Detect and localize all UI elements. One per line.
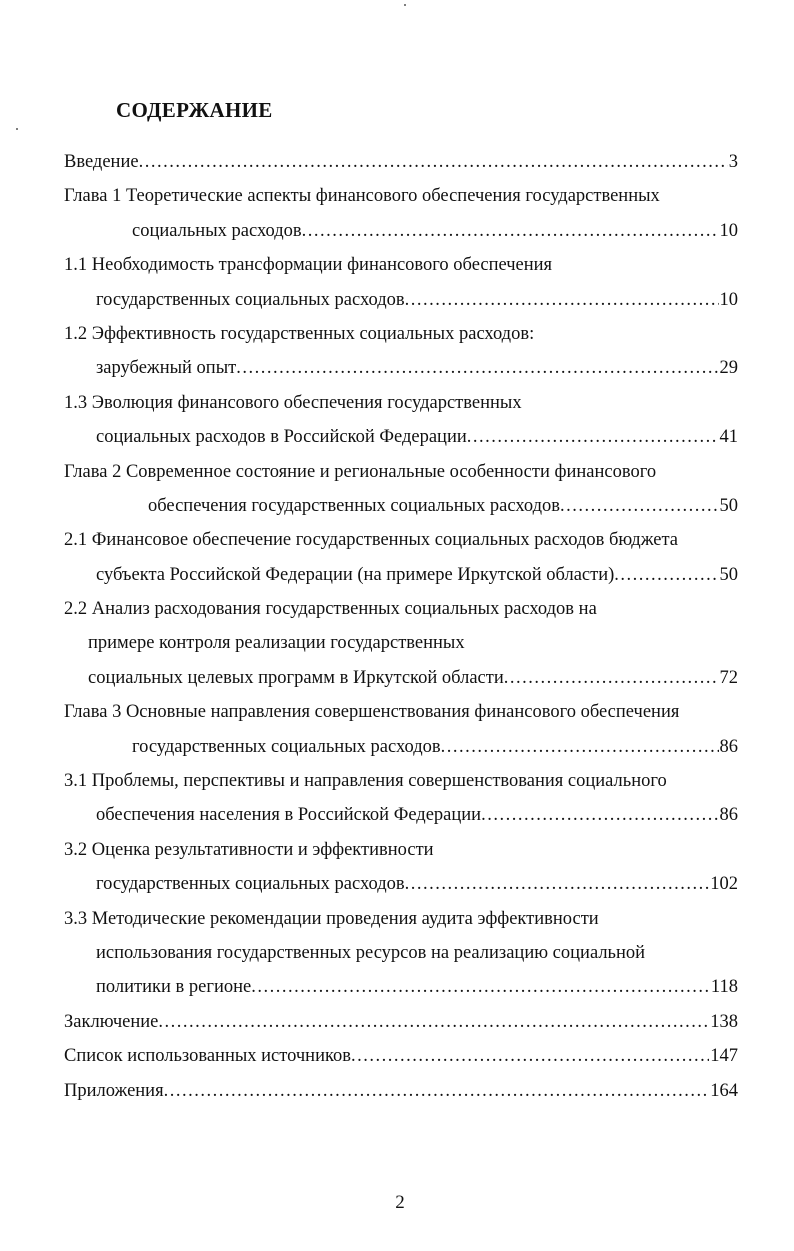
toc-entry-title: 3.1 Проблемы, перспективы и направления совершенствования социального [64, 771, 667, 792]
toc-page-number: 147 [710, 1046, 738, 1067]
toc-page-number: 72 [719, 667, 738, 688]
toc-title: СОДЕРЖАНИЕ [116, 98, 273, 122]
toc-entry-title: 2.1 Финансовое обеспечение государственных социальных расходов бюджета [64, 530, 678, 551]
toc-entry-section-2-1[interactable] [64, 523, 738, 592]
toc-entry-title: 1.1 Необходимость трансформации финансового обеспечения [64, 255, 553, 276]
dot-leader [614, 558, 718, 592]
toc-entry-section-3-3[interactable] [64, 902, 738, 1005]
toc-page-number: 138 [710, 1011, 738, 1032]
toc-entry-section-2-2[interactable] [64, 592, 738, 695]
toc-page-number: 86 [719, 736, 738, 757]
dot-leader [158, 1005, 709, 1039]
toc-entry-title-cont: зарубежный опыт [96, 358, 237, 379]
toc-entry-section-3-2[interactable] [64, 833, 738, 902]
dot-leader [441, 730, 719, 764]
toc-entry-title: 1.2 Эффективность государственных социальных расходов: [64, 323, 535, 344]
toc-page-number: 50 [719, 564, 738, 585]
toc-entry-title-cont: использования государственных ресурсов на реализацию социальной [96, 942, 646, 963]
toc-entry-title-cont: обеспечения населения в Российской Федерации [96, 805, 482, 826]
dot-leader [351, 1039, 709, 1073]
toc-entry-title: Глава 2 Современное состояние и региональные особенности финансового [64, 461, 657, 482]
toc-entry-title: 1.3 Эволюция финансового обеспечения государственных [64, 392, 522, 413]
toc-page-number: 102 [710, 874, 738, 895]
dot-leader [560, 489, 718, 523]
toc-page-number: 3 [728, 152, 738, 172]
dot-leader [405, 283, 719, 317]
toc-entry-section-3-1[interactable] [64, 764, 738, 833]
toc-entry-section-1-1[interactable] [64, 248, 738, 317]
dot-leader [405, 867, 710, 901]
scan-speck [404, 4, 406, 6]
toc-page-number: 29 [719, 358, 738, 379]
toc-entry-title: Заключение [64, 1011, 159, 1032]
toc-entry-title-cont: государственных социальных расходов [96, 289, 405, 310]
toc-entry-title-cont: государственных социальных расходов [132, 736, 441, 757]
toc-entry-title-cont: социальных расходов в Российской Федерации [96, 427, 467, 448]
dot-leader [504, 661, 719, 695]
dot-leader [164, 1074, 710, 1108]
toc-page-number: 10 [719, 220, 738, 241]
toc-page-number: 50 [719, 495, 738, 516]
toc-page-number: 10 [719, 289, 738, 310]
toc-entry-title-cont: государственных социальных расходов [96, 874, 405, 895]
toc-entry-title-cont: субъекта Российской Федерации (на примере Иркутской области) [96, 564, 615, 585]
toc-entry-title: 2.2 Анализ расходования государственных социальных расходов на [64, 599, 597, 620]
dot-leader [139, 145, 728, 179]
toc-entry-appendices[interactable] [64, 1074, 738, 1108]
toc-entry-title: Глава 1 Теоретические аспекты финансового обеспечения государственных [64, 186, 660, 207]
page-number: 2 [395, 1192, 405, 1213]
toc-entry-title-cont: политики в регионе [96, 977, 252, 998]
toc-entry-title: Глава 3 Основные направления совершенствования финансового обеспечения [64, 702, 680, 723]
toc-entry-section-1-3[interactable] [64, 386, 738, 455]
dot-leader [251, 970, 710, 1004]
toc-entry-title-cont: социальных целевых программ в Иркутской области [88, 667, 504, 688]
toc-page-number: 41 [719, 427, 738, 448]
toc-entry-title-cont: обеспечения государственных социальных расходов [148, 495, 561, 516]
toc-entry-chapter-2[interactable] [64, 455, 738, 524]
toc-entry-title: 3.3 Методические рекомендации проведения аудита эффективности [64, 908, 599, 929]
toc-entry-title: Введение [64, 152, 139, 172]
dot-leader [481, 798, 718, 832]
toc-entry-title-cont: социальных расходов [132, 220, 302, 241]
toc-page-number: 86 [719, 805, 738, 826]
scan-speck [16, 128, 18, 130]
toc-entry-title: 3.2 Оценка результативности и эффективности [64, 839, 434, 860]
toc-entry-chapter-1[interactable] [64, 179, 738, 248]
dot-leader [467, 420, 719, 454]
toc-entry-title-cont: примере контроля реализации государственных [88, 633, 465, 654]
toc-page-number: 118 [710, 977, 738, 998]
table-of-contents [64, 145, 738, 1108]
toc-entry-references[interactable] [64, 1039, 738, 1073]
toc-entry-title: Приложения [64, 1080, 164, 1101]
toc-page-number: 164 [710, 1080, 738, 1101]
dot-leader [236, 351, 718, 385]
toc-entry-introduction[interactable] [64, 145, 738, 179]
dot-leader [302, 214, 719, 248]
toc-entry-conclusion[interactable] [64, 1005, 738, 1039]
toc-entry-title: Список использованных источников [64, 1046, 352, 1067]
toc-entry-chapter-3[interactable] [64, 695, 738, 764]
toc-entry-section-1-2[interactable] [64, 317, 738, 386]
